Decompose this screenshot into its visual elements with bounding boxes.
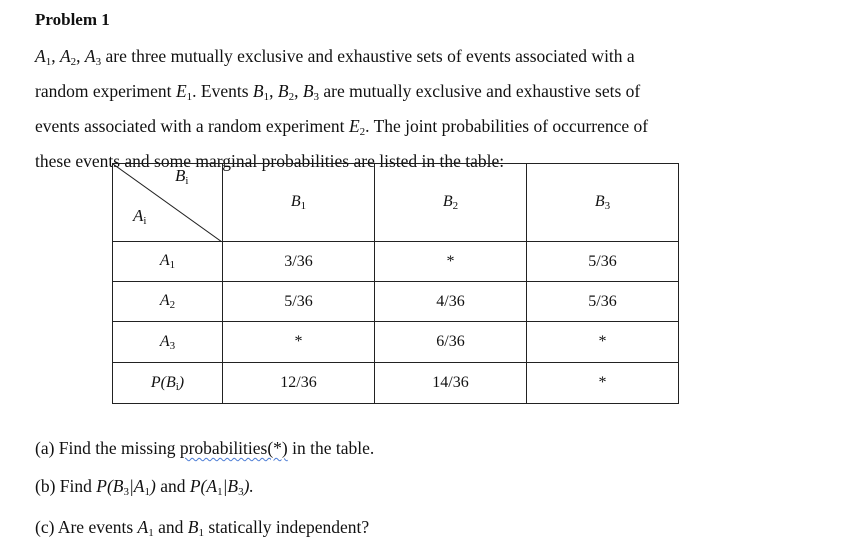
text: P(B [150, 373, 176, 391]
symbol-b1: B [252, 81, 264, 101]
text: B [442, 193, 453, 210]
text: |A [128, 476, 145, 496]
sub: 1 [198, 527, 204, 539]
diagonal-line [113, 164, 222, 242]
row-label-a1 [113, 242, 223, 282]
text: A [159, 292, 170, 309]
cell-a2-b2: 4/36 [375, 282, 527, 322]
cell-a3-b1: * [223, 322, 375, 363]
col-header-b1 [223, 164, 375, 242]
row-label-a2 [113, 282, 223, 322]
text: A [133, 206, 144, 225]
symbol-a1: A [35, 46, 46, 66]
text: A [159, 252, 170, 269]
sub: 2 [452, 200, 459, 212]
symbol-e2: E [348, 116, 360, 136]
text: in the table. [287, 438, 375, 458]
diagonal-corner-cell [113, 164, 223, 242]
sub: i [143, 215, 147, 227]
symbol-a1: A [137, 517, 149, 537]
problem-statement [35, 42, 835, 176]
corner-col-label [175, 166, 188, 187]
text: events associated with a random experiment [35, 116, 349, 136]
cell-a2-b1: 5/36 [223, 282, 375, 322]
cell-a1-b1: 3/36 [223, 242, 375, 282]
cell-a2-b3: 5/36 [527, 282, 679, 322]
col-header-b3 [527, 164, 679, 242]
text: (b) Find [35, 476, 97, 496]
table-row-marginal [113, 363, 679, 404]
text: are three mutually exclusive and exhaustive sets of events associated with a [101, 46, 635, 66]
sub: i [175, 380, 179, 393]
symbol-b1: B [187, 517, 199, 537]
statement-line-1: $A_1$, $A_2$, $A_3$ are three mutually exclusive and exhaustive sets of events associated with a [35, 46, 635, 68]
symbol-b2: B [277, 81, 289, 101]
sub: 2 [359, 126, 366, 138]
text: B [175, 166, 186, 185]
text: B [594, 193, 605, 210]
cell-a1-b3: 5/36 [527, 242, 679, 282]
sub: 1 [148, 527, 154, 539]
sub: i [185, 175, 189, 187]
cell-a1-b2: * [375, 242, 527, 282]
table-row-a2 [113, 282, 679, 322]
text: (c) Are events [35, 517, 138, 537]
row-label-marginal [113, 363, 223, 404]
text: A [159, 332, 170, 350]
sub: 2 [288, 91, 295, 103]
statement-line-4: these events and some marginal probabilities are listed in the table: [35, 151, 505, 171]
text: (a) Find the missing [35, 438, 180, 458]
text: ) [149, 476, 156, 496]
text: and [155, 476, 190, 496]
symbol-e1: E [175, 81, 187, 101]
cell-a3-b2: 6/36 [375, 322, 527, 363]
symbol-a3: A [84, 46, 96, 66]
question-b [35, 476, 254, 498]
sub: 3 [95, 56, 102, 68]
question-c [35, 517, 369, 539]
expr-p-a1-given-b3 [190, 476, 254, 496]
cell-a3-b3: * [527, 322, 679, 363]
spellcheck-underlined-word: probabilities(*) [179, 438, 288, 458]
col-header-b2 [375, 164, 527, 242]
text: ) [178, 373, 185, 391]
joint-probability-table [112, 163, 679, 404]
cell-marginal-b1: 12/36 [223, 363, 375, 404]
sub: 1 [169, 259, 176, 271]
cell-marginal-b2: 14/36 [375, 363, 527, 404]
sub: 3 [238, 486, 244, 498]
sub: 3 [313, 91, 320, 103]
text: ). [243, 476, 254, 496]
text: P(A [189, 476, 218, 496]
expr-p-b3-given-a1 [96, 476, 156, 496]
sub: 1 [300, 200, 307, 212]
sub: 3 [604, 200, 611, 212]
text: B [290, 193, 301, 210]
table-header-row [113, 164, 679, 242]
corner-row-label [133, 206, 146, 227]
text: random experiment [35, 81, 176, 101]
text: . The joint probabilities of occurrence of [365, 116, 649, 136]
sub: 1 [217, 486, 223, 498]
question-a [35, 438, 374, 459]
text: . Events [192, 81, 253, 101]
table-row-a1 [113, 242, 679, 282]
problem-title: Problem 1 [35, 10, 110, 29]
cell-marginal-b3: * [527, 363, 679, 404]
symbol-a2: A [59, 46, 71, 66]
sub: 2 [169, 299, 176, 311]
sub: 1 [263, 91, 270, 103]
text: statically independent? [203, 517, 370, 537]
symbol-b3: B [302, 81, 314, 101]
sub: 1 [45, 56, 52, 68]
statement-line-3 [35, 112, 835, 147]
sub: 3 [169, 339, 176, 352]
row-label-a3 [113, 322, 223, 363]
sub: 2 [70, 56, 77, 68]
text: |B [222, 476, 239, 496]
text: P(B [96, 476, 124, 496]
sub: 1 [144, 486, 150, 498]
text: and [153, 517, 188, 537]
table-row-a3 [113, 322, 679, 363]
sub: 1 [186, 91, 193, 103]
sub: 3 [123, 486, 129, 498]
text: are mutually exclusive and exhaustive sets of [319, 81, 641, 101]
statement-line-2: random experiment $E_1$. Events $B_1$, $B_2$, $B_3$ are mutually exclusive and exhaustive sets of [35, 81, 641, 103]
